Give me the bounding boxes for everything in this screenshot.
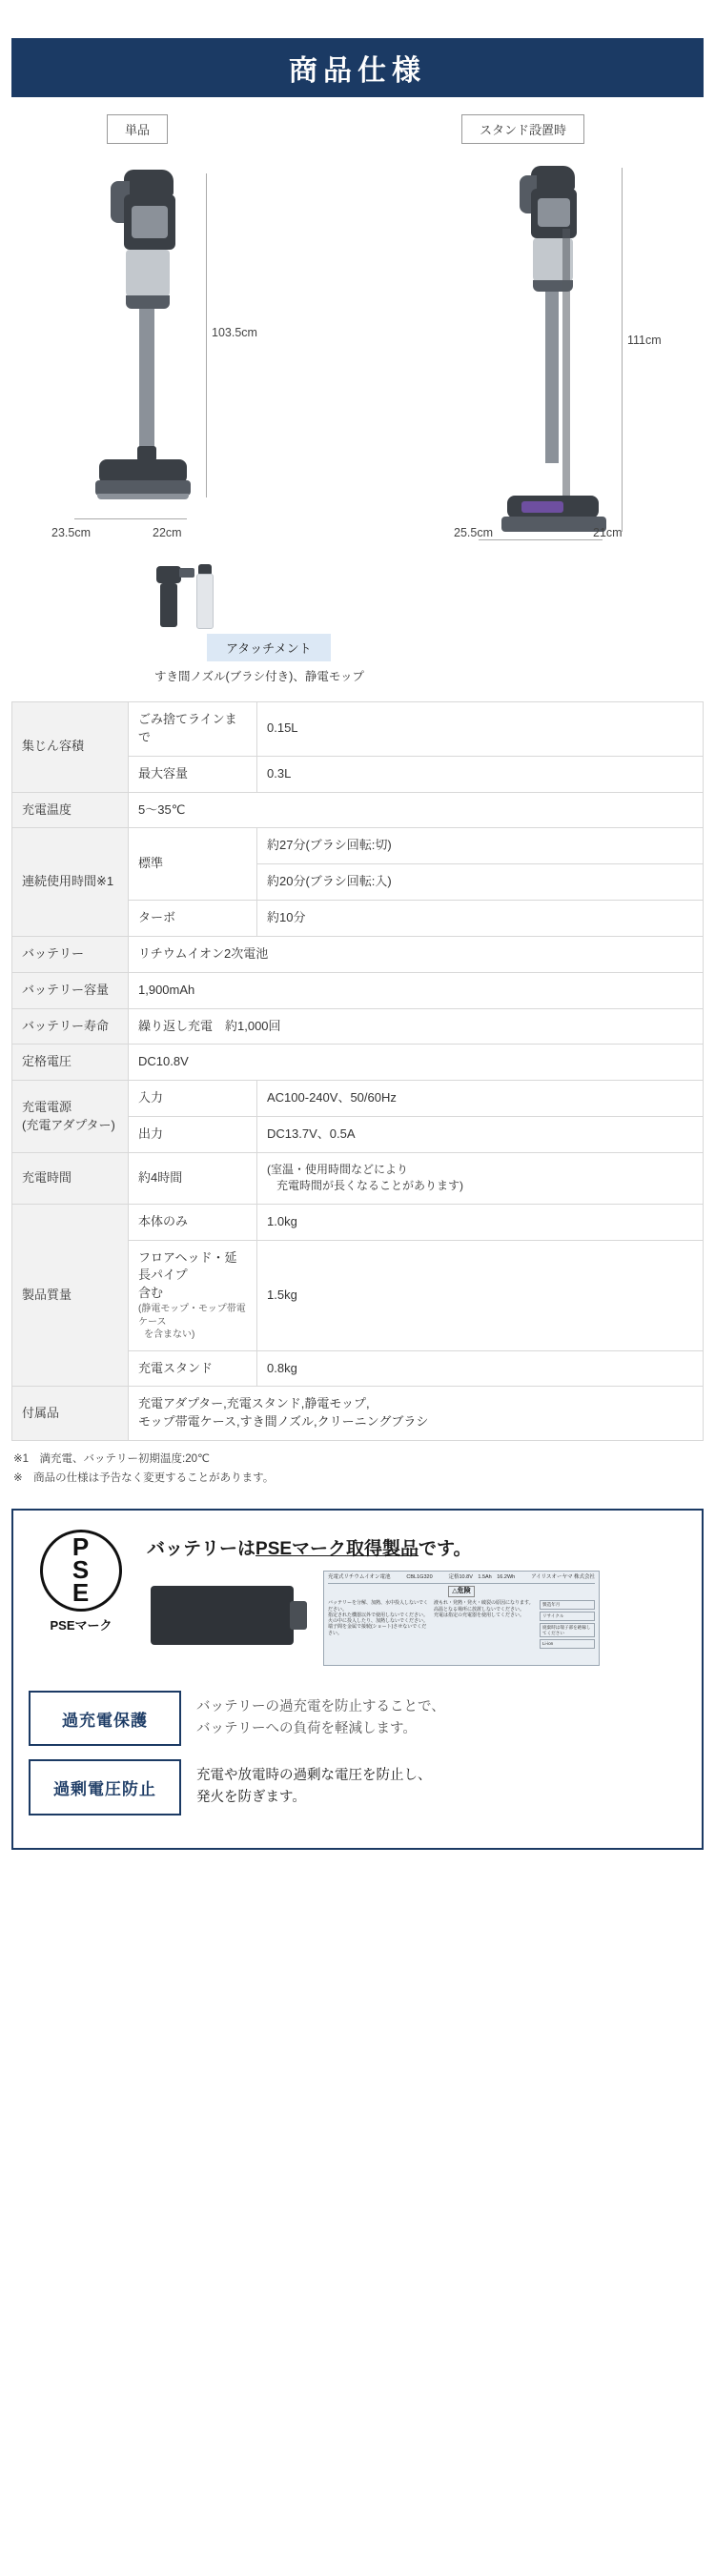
page-title: 商品仕様 [289, 55, 426, 87]
label-card-box-2: 廃棄時は端子部を絶縁してください [540, 1623, 595, 1637]
pse-badge-overcharge: 過充電保護 [29, 1691, 181, 1746]
pse-headline-pre: バッテリーは [147, 1539, 256, 1560]
table-row [12, 1008, 704, 1045]
pse-headline [147, 1537, 686, 1563]
accessories-line1: 充電アダプター,充電スタンド,静電モップ, [138, 1396, 370, 1411]
label-card-bullets-mid [434, 1600, 536, 1651]
label-card-right [540, 1600, 595, 1651]
dimension-single-width: 22cm [153, 526, 182, 539]
table-row [12, 1387, 704, 1441]
weight-sub2-main: フロアヘッド・延長パイプ [138, 1249, 237, 1283]
label-card-model: CBL1G320 [406, 1573, 433, 1580]
pse-mark-icon [40, 1530, 122, 1612]
list-item [29, 1759, 686, 1815]
spec-label-rated-voltage: 定格電圧 [12, 1045, 129, 1081]
spec-sub-body-only: 本体のみ [129, 1204, 257, 1240]
spec-label-charge-time: 充電時間 [12, 1152, 129, 1204]
pse-headline-underline: PSEマーク取得製品 [255, 1539, 419, 1560]
spec-value-8: 繰り返し充電 約1,000回 [129, 1008, 704, 1045]
table-row [12, 1045, 704, 1081]
spec-value-13: 1.0kg [257, 1204, 704, 1240]
table-row [12, 1204, 704, 1240]
pse-feature-rows [29, 1691, 686, 1815]
pse-content-col [147, 1528, 686, 1673]
spec-label-weight: 製品質量 [12, 1204, 129, 1387]
table-row [12, 936, 704, 972]
attachment-tag: アタッチメント [207, 634, 331, 661]
table-row [12, 972, 704, 1008]
spec-value-2: 5〜35℃ [129, 792, 704, 828]
spec-value-1: 0.3L [257, 756, 704, 792]
dimension-stand-height: 111cm [627, 334, 662, 347]
label-card-bullet-3: 端子間を金属で接続(ショート)させないでください。 [328, 1624, 427, 1636]
spec-label-charge-source [12, 1081, 129, 1153]
label-card-title: 充電式リチウムイオン電池 [328, 1573, 391, 1580]
label-card-bullet-4: 液もれ・発熱・発火・破裂の原因になります。 [434, 1600, 534, 1607]
label-card-maker: アイリスオーヤマ 株式会社 [531, 1573, 595, 1580]
pse-desc-overcharge [181, 1691, 686, 1746]
table-row [12, 828, 704, 864]
weight-sub2-note1: (静電モップ・モップ帯電ケース [138, 1304, 246, 1328]
pse-letter-p: P [72, 1532, 91, 1562]
spec-value-3: 約27分(ブラシ回転:切) [257, 828, 704, 864]
spec-note-charge-time [257, 1152, 704, 1204]
spec-value-6: リチウムイオン2次電池 [129, 936, 704, 972]
pse-mark-caption: PSEマーク [50, 1618, 112, 1633]
pse-section [11, 1509, 704, 1849]
pse-letter-e: E [72, 1578, 91, 1608]
product-figure-area [11, 114, 704, 562]
charge-time-note-1: (室温・使用時間などにより [267, 1162, 408, 1176]
label-card-bullets-left [328, 1600, 430, 1651]
dimension-single-depth: 23.5cm [51, 526, 91, 539]
spec-value-5: 約10分 [257, 901, 704, 937]
spec-value-4: 約20分(ブラシ回転:入) [257, 864, 704, 901]
label-card-bullet-1: 指定された機器以外で使用しないでください。 [328, 1612, 429, 1618]
label-card-danger: △危険 [448, 1586, 474, 1598]
pse-desc-0-line1: バッテリーの過充電を防止することで、 [196, 1698, 445, 1714]
spec-value-7: 1,900mAh [129, 972, 704, 1008]
spec-value-9: DC10.8V [129, 1045, 704, 1081]
pse-letter-s: S [72, 1555, 91, 1585]
page-header [11, 38, 704, 97]
table-row [12, 1081, 704, 1117]
pse-desc-1-line1: 充電や放電時の過剰な電圧を防止し、 [196, 1768, 432, 1784]
list-item [29, 1691, 686, 1746]
footnotes [13, 1450, 702, 1488]
pse-desc-1-line2: 発火を防ぎます。 [196, 1790, 306, 1806]
spec-sub-input: 入力 [129, 1081, 257, 1117]
dimension-single-height: 103.5cm [212, 326, 257, 339]
pse-mark-block [29, 1528, 133, 1633]
label-card-top [328, 1574, 595, 1584]
spec-sub-stand: 充電スタンド [129, 1350, 257, 1387]
label-card-box-1: リサイクル [540, 1612, 595, 1621]
spec-value-14: 1.5kg [257, 1240, 704, 1350]
caption-with-stand: スタンド設置時 [461, 114, 584, 144]
label-card-bullet-0: バッテリーを分解、加熱、水中投入しないでください。 [328, 1600, 429, 1613]
spec-sub-standard: 標準 [129, 828, 257, 901]
footnote-2: ※ 商品の仕様は予告なく変更することがあります。 [13, 1471, 275, 1484]
spec-value-0: 0.15L [257, 702, 704, 757]
charge-source-line2: (充電アダプター) [22, 1117, 115, 1132]
pse-top-row [29, 1528, 686, 1673]
spec-label-accessories: 付属品 [12, 1387, 129, 1441]
spec-value-16 [129, 1387, 704, 1441]
spec-label-charge-temp: 充電温度 [12, 792, 129, 828]
spec-value-15: 0.8kg [257, 1350, 704, 1387]
battery-label-card [323, 1571, 600, 1666]
spec-label-battery-life: バッテリー寿命 [12, 1008, 129, 1045]
footnote-1: ※1 満充電、バッテリー初期温度:20℃ [13, 1453, 210, 1466]
spec-label-battery-capacity: バッテリー容量 [12, 972, 129, 1008]
caption-single-unit: 単品 [107, 114, 168, 144]
charge-time-note-2: 充電時間が長くなることがあります) [276, 1179, 463, 1193]
attachment-note: すき間ノズル(ブラシ付き)、静電モップ [154, 670, 364, 683]
spec-label-dust-capacity: 集じん容積 [12, 702, 129, 793]
accessories-line2: モップ帯電ケース,すき間ノズル,クリーニングブラシ [138, 1414, 429, 1430]
label-card-box-0: 製造年月 [540, 1600, 595, 1610]
spec-sub-output: 出力 [129, 1117, 257, 1153]
pse-desc-overvoltage [181, 1759, 686, 1815]
pse-illustration [147, 1569, 686, 1673]
label-card-bullet-6: 充電は指定の充電器を使用してください。 [434, 1612, 525, 1618]
spec-value-12: 約4時間 [129, 1152, 257, 1204]
battery-illustration [151, 1586, 294, 1645]
spec-value-10: AC100-240V、50/60Hz [257, 1081, 704, 1117]
label-card-bullet-2: 火の中に投入したり、加熱しないでください。 [328, 1618, 429, 1625]
spec-sub-with-head [129, 1240, 257, 1350]
pse-badge-overvoltage: 過剰電圧防止 [29, 1759, 181, 1815]
spec-label-runtime: 連続使用時間※1 [12, 828, 129, 937]
dimension-stand-depth: 25.5cm [454, 526, 493, 539]
recycle-mark-icon: Li-ion [540, 1639, 595, 1649]
spec-label-battery: バッテリー [12, 936, 129, 972]
weight-sub2-note2: を含まない) [144, 1329, 195, 1341]
spec-table-wrapper [11, 701, 704, 1441]
spec-sub-max: 最大容量 [129, 756, 257, 792]
charge-source-line1: 充電電源 [22, 1099, 72, 1114]
pse-desc-0-line2: バッテリーへの負荷を軽減します。 [196, 1721, 417, 1737]
table-row [12, 1152, 704, 1204]
spec-sub-turbo: ターボ [129, 901, 257, 937]
attachment-area [11, 562, 704, 696]
label-card-spec: 定格10.8V 1.5Ah 16.2Wh [448, 1573, 516, 1580]
spec-table [11, 701, 704, 1441]
weight-sub2-main2: 含む [138, 1286, 164, 1301]
table-row [12, 702, 704, 757]
spec-value-11: DC13.7V、0.5A [257, 1117, 704, 1153]
label-card-columns [328, 1600, 595, 1651]
spec-sub-to-line: ごみ捨てラインまで [129, 702, 257, 757]
pse-headline-post: です。 [419, 1539, 472, 1560]
label-card-bullet-5: 高温となる場所に放置しないでください。 [434, 1606, 525, 1613]
dimension-stand-width: 21cm [593, 526, 623, 539]
table-row [12, 792, 704, 828]
